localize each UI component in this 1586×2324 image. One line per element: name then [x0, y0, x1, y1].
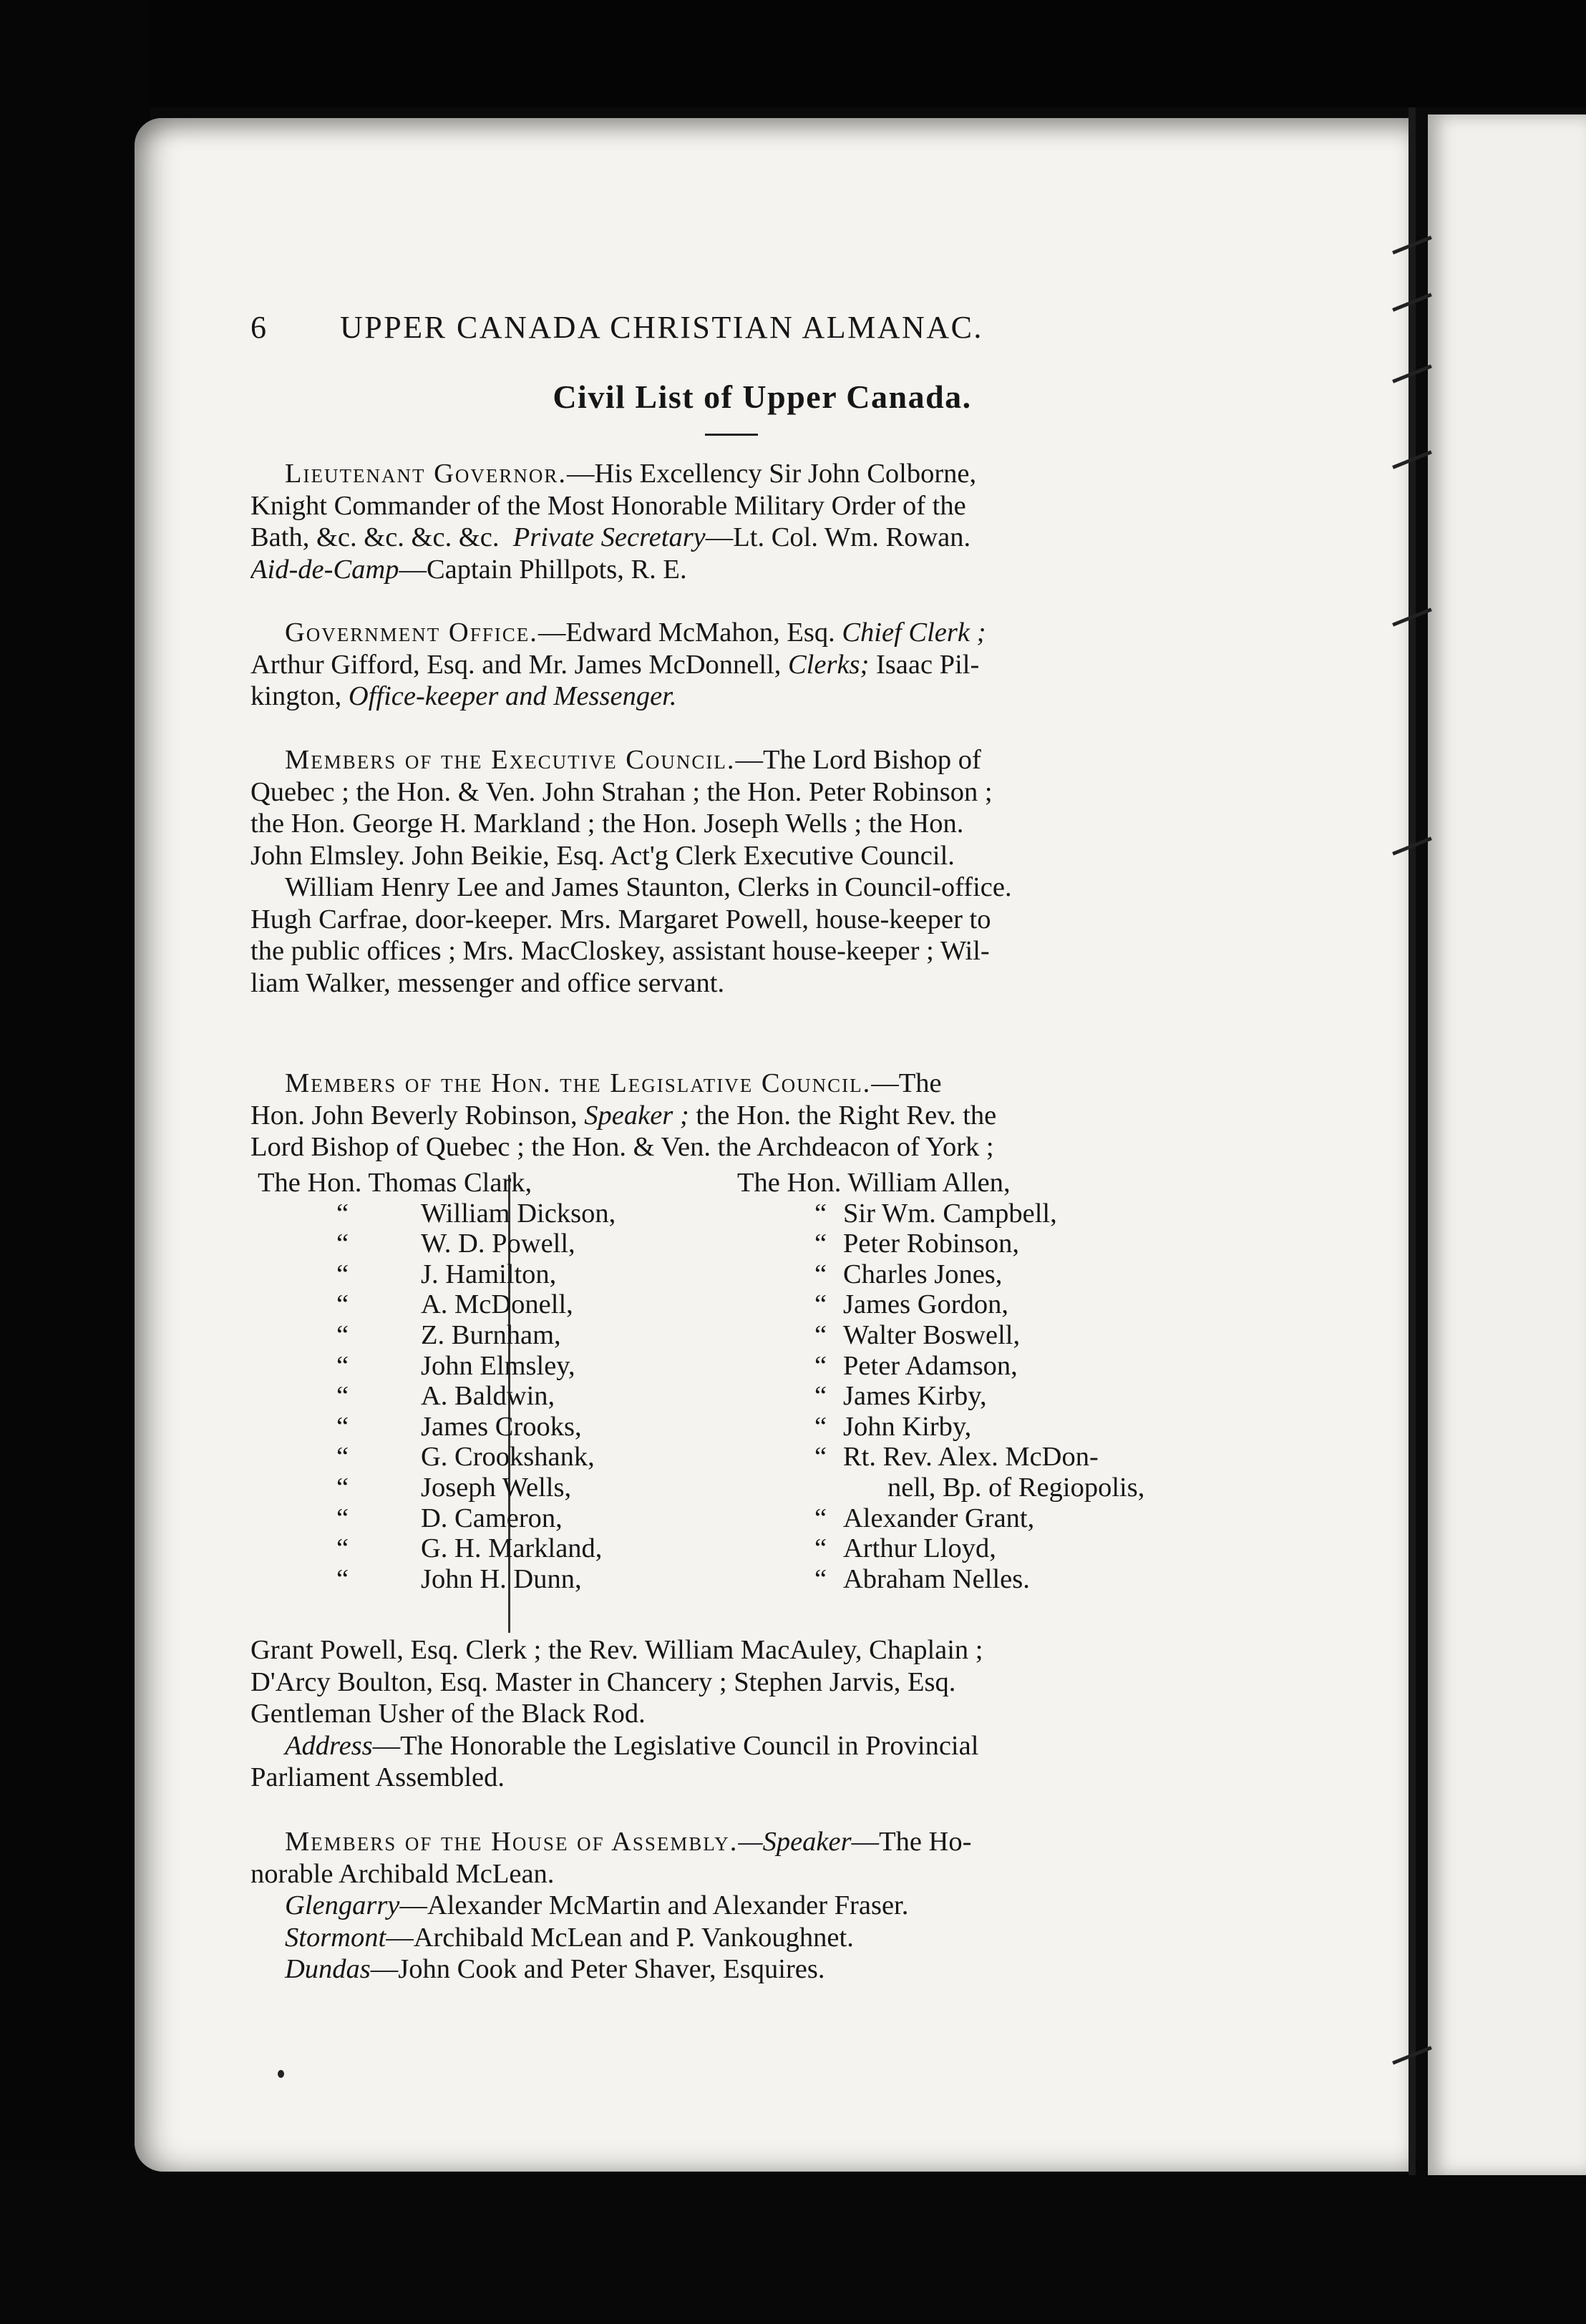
ditto-mark: “: [814, 1198, 827, 1229]
list-item: [737, 1412, 1281, 1442]
ditto-mark: “: [336, 1319, 349, 1350]
entry-heading: Lieutenant Governor.: [285, 459, 568, 489]
member-name: James Gordon,: [843, 1289, 1008, 1320]
book-binding: [1409, 107, 1416, 2175]
member-name: Peter Robinson,: [843, 1229, 1019, 1259]
member-name: nell, Bp. of Regiopolis,: [887, 1472, 1145, 1503]
list-item: [258, 1503, 709, 1534]
facing-page-edge: [1428, 114, 1586, 2175]
member-name: John Kirby,: [843, 1411, 972, 1442]
list-item: [258, 1351, 709, 1382]
member-name: G. H. Markland,: [421, 1533, 603, 1564]
entry-heading: Members of the House of Assembly.: [285, 1827, 739, 1857]
member-name: D. Cameron,: [421, 1503, 563, 1533]
entry-heading: Members of the Hon. the Legislative Council.: [285, 1068, 872, 1098]
entry-heading: Government Office.: [285, 617, 538, 648]
section-title: Civil List of Upper Canada.: [553, 379, 972, 415]
list-item: The Hon. Thomas Clark,: [258, 1168, 532, 1198]
member-name: Peter Adamson,: [843, 1350, 1018, 1381]
ditto-mark: “: [336, 1381, 349, 1412]
member-name: Rt. Rev. Alex. McDon-: [843, 1442, 1099, 1473]
list-item: [737, 1259, 1281, 1290]
list-item: [737, 1442, 1281, 1473]
list-item: [258, 1320, 709, 1351]
member-name: Alexander Grant,: [843, 1503, 1035, 1533]
member-name: John H. Dunn,: [421, 1563, 582, 1594]
ditto-mark: “: [814, 1381, 827, 1412]
list-item: [737, 1198, 1281, 1229]
list-item: [737, 1381, 1281, 1412]
members-right-column: [737, 1168, 1281, 1594]
executive-council-entry: Members of the Executive Council.—The Lord Bishop of Quebec ; the Hon. & Ven. John Strahan ; the Hon. Peter Robinson ; the Hon. George H. Markland ; the Hon. Joseph Wells ; the Hon. John Elmsley. John Beikie, Esq. Act'g Clerk Executive Council. William Henry Lee and James Staunton, Clerks in Council-office. Hugh Carfrae, door-keeper. Mrs. Margaret Powell, house-keeper to the public offices ; Mrs. MacCloskey, assistant house-keeper ; Wil- liam Walker, messenger and office servant.: [250, 745, 1012, 998]
list-item: [258, 1198, 709, 1229]
film-border-bottom: [0, 2159, 1586, 2324]
ditto-mark: “: [814, 1563, 827, 1594]
ditto-mark: “: [336, 1350, 349, 1381]
lieutenant-governor-entry: Lieutenant Governor.—His Excellency Sir John Colborne, Knight Commander of the Most Honorable Military Order of the Bath, &c. &c. &c. &c. Private Secretary—Lt. Col. Wm. Rowan. Aid-de-Camp—Captain Phillpots, R. E.: [250, 459, 977, 585]
ditto-mark: “: [336, 1411, 349, 1442]
member-name: William Dickson,: [421, 1198, 616, 1229]
list-item: [737, 1564, 1281, 1595]
member-name: Charles Jones,: [843, 1259, 1003, 1289]
member-name: Z. Burnham,: [421, 1319, 561, 1350]
ditto-mark: “: [814, 1259, 827, 1289]
ditto-mark: “: [814, 1289, 827, 1320]
ditto-mark: “: [814, 1442, 827, 1473]
ditto-mark: “: [814, 1229, 827, 1259]
list-item: [737, 1229, 1281, 1259]
legislative-council-entry: Members of the Hon. the Legislative Council.—The Hon. John Beverly Robinson, Speaker ; the Hon. the Right Rev. the Lord Bishop of Quebec ; the Hon. & Ven. the Archdeacon of York ;: [250, 1068, 997, 1162]
ditto-mark: “: [336, 1289, 349, 1320]
house-of-assembly-entry: Members of the House of Assembly.—Speaker—The Ho- norable Archibald McLean. Glengarry—Alexander McMartin and Alexander Fraser. Stormont—Archibald McLean and P. Vankoughnet. Dundas—John Cook and Peter Shaver, Esquires.: [250, 1826, 1281, 1986]
list-item: [258, 1259, 709, 1290]
member-name: G. Crookshank,: [421, 1442, 595, 1473]
list-item: [258, 1289, 709, 1320]
member-name: Walter Boswell,: [843, 1319, 1021, 1350]
list-item: [737, 1351, 1281, 1382]
list-item: [258, 1442, 709, 1473]
list-item: [258, 1473, 709, 1503]
list-item: [737, 1533, 1281, 1564]
member-name: Arthur Lloyd,: [843, 1533, 996, 1564]
ditto-mark: “: [814, 1503, 827, 1533]
ditto-mark: “: [336, 1259, 349, 1289]
list-item: [737, 1473, 1281, 1503]
list-item: [258, 1412, 709, 1442]
running-head: [250, 309, 1281, 352]
government-office-entry: Government Office.—Edward McMahon, Esq. Chief Clerk ; Arthur Gifford, Esq. and Mr. James McDonnell, Clerks; Isaac Pil- kington, Office-keeper and Messenger.: [250, 617, 986, 711]
ditto-mark: “: [336, 1563, 349, 1594]
ditto-mark: “: [814, 1350, 827, 1381]
member-name: James Kirby,: [843, 1381, 987, 1412]
ditto-mark: “: [336, 1198, 349, 1229]
list-item: The Hon. William Allen,: [737, 1168, 1011, 1198]
film-border-top: [0, 0, 1586, 107]
members-left-column: [258, 1168, 709, 1594]
member-name: Abraham Nelles.: [843, 1563, 1030, 1594]
ditto-mark: “: [814, 1411, 827, 1442]
ditto-mark: “: [336, 1503, 349, 1533]
member-name: A. McDonell,: [421, 1289, 573, 1320]
member-name: W. D. Powell,: [421, 1229, 575, 1259]
member-name: John Elmsley,: [421, 1350, 575, 1381]
member-name: A. Baldwin,: [421, 1381, 555, 1412]
page-number: 6: [250, 310, 268, 345]
assembly-member: Dundas—John Cook and Peter Shaver, Esquires.: [285, 1954, 825, 1984]
member-name: Joseph Wells,: [421, 1472, 572, 1503]
assembly-member: Stormont—Archibald McLean and P. Vankoughnet.: [285, 1922, 854, 1953]
list-item: [258, 1381, 709, 1412]
list-item: [258, 1564, 709, 1595]
ditto-mark: “: [814, 1533, 827, 1564]
ditto-mark: “: [814, 1319, 827, 1350]
list-item: [737, 1320, 1281, 1351]
ditto-mark: “: [336, 1533, 349, 1564]
member-name: James Crooks,: [421, 1411, 582, 1442]
printer-mark: [278, 2070, 284, 2078]
film-border-left: [0, 0, 150, 2324]
legislative-council-officers: Grant Powell, Esq. Clerk ; the Rev. William MacAuley, Chaplain ; D'Arcy Boulton, Esq. Master in Chancery ; Stephen Jarvis, Esq. Gentleman Usher of the Black Rod. Address—The Honorable the Legislative Council in Provincial Parliament Assembled.: [250, 1635, 983, 1792]
member-name: J. Hamilton,: [421, 1259, 557, 1289]
ditto-mark: “: [336, 1442, 349, 1473]
running-title: UPPER CANADA CHRISTIAN ALMANAC.: [340, 310, 983, 345]
member-name: Sir Wm. Campbell,: [843, 1198, 1057, 1229]
ditto-mark: “: [336, 1229, 349, 1259]
ditto-mark: “: [336, 1472, 349, 1503]
list-item: [258, 1533, 709, 1564]
legislative-council-members: [250, 1168, 1281, 1633]
assembly-member: Glengarry—Alexander McMartin and Alexander Fraser.: [285, 1890, 909, 1920]
list-item: [737, 1503, 1281, 1534]
list-item: [258, 1229, 709, 1259]
list-item: [737, 1289, 1281, 1320]
entry-heading: Members of the Executive Council.: [285, 745, 736, 775]
title-rule: [705, 434, 758, 436]
